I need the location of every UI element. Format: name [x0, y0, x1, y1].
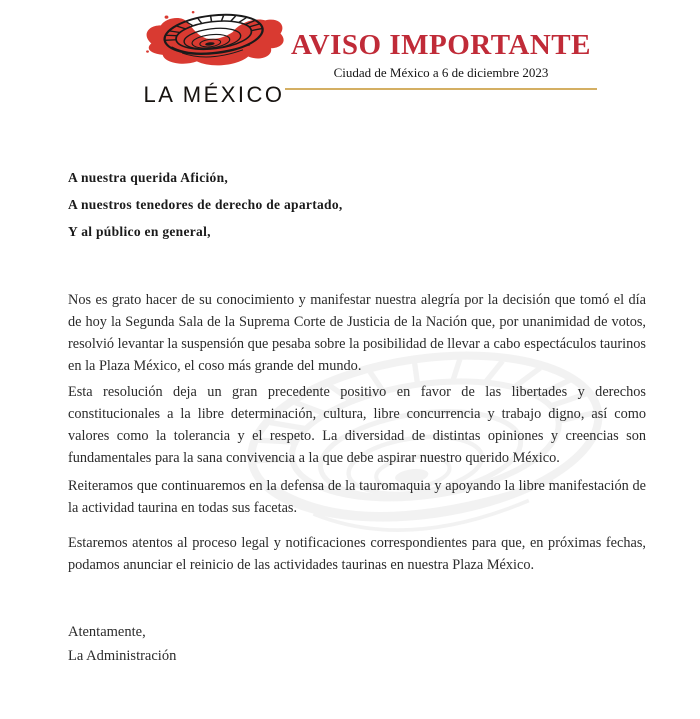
- salutation-block: [68, 164, 343, 245]
- splatter-dot: [192, 11, 195, 13]
- splatter-dot: [280, 39, 283, 42]
- body-paragraph-precedente: Esta resolución deja un gran precedente positivo en favor de las libertades y derechos constitucionales a la libre determinación, cultura, libre concurrencia y trabajo digno, así como valores como la tolerancia y el respeto. La diversidad de distintas opiniones y creencias son fundamentales para la sana convivencia a la que debe aspirar nuestro querido México.: [68, 384, 646, 466]
- closing-sign-off: Atentamente,: [68, 624, 146, 640]
- red-brush-splash: [147, 18, 284, 65]
- splatter-dot: [165, 15, 169, 18]
- notice-header: [285, 29, 597, 90]
- header-divider: [285, 88, 597, 90]
- body-paragraph-proceso: Estaremos atentos al proceso legal y notificaciones correspondientes para que, en próximas fechas, podamos anunciar el reinicio de las actividades taurinas en nuestra Plaza México.: [68, 535, 646, 573]
- salutation-line-publico: Y al público en general,: [68, 224, 211, 239]
- closing-block: [68, 620, 176, 668]
- splatter-dot: [146, 50, 149, 52]
- notice-title: AVISO IMPORTANTE: [291, 29, 591, 61]
- plaza-mexico-arena-sketch-icon: [138, 4, 290, 86]
- salutation-line-tenedores: A nuestros tenedores de derecho de apartado,: [68, 197, 343, 212]
- closing-signature: La Administración: [68, 648, 177, 664]
- dateline: Ciudad de México a 6 de diciembre 2023: [333, 65, 549, 80]
- brand-name: LA MÉXICO: [143, 82, 285, 107]
- salutation-line-aficion: A nuestra querida Afición,: [68, 170, 229, 185]
- body-paragraph-decision: Nos es grato hacer de su conocimiento y manifestar nuestra alegría por la decisión que tomó el día de hoy la Segunda Sala de la Suprema Corte de Justicia de la Nación que, por unanimidad de votos, resolvió levantar la suspensión que pesaba sobre la posibilidad de llevar a cabo espectáculos taurinos en la Plaza México, el coso más grande del mundo.: [68, 292, 646, 374]
- body-paragraph-defensa: Reiteramos que continuaremos en la defensa de la tauromaquia y apoyando la libre manifestación de la actividad taurina en todas sus facetas.: [68, 478, 646, 516]
